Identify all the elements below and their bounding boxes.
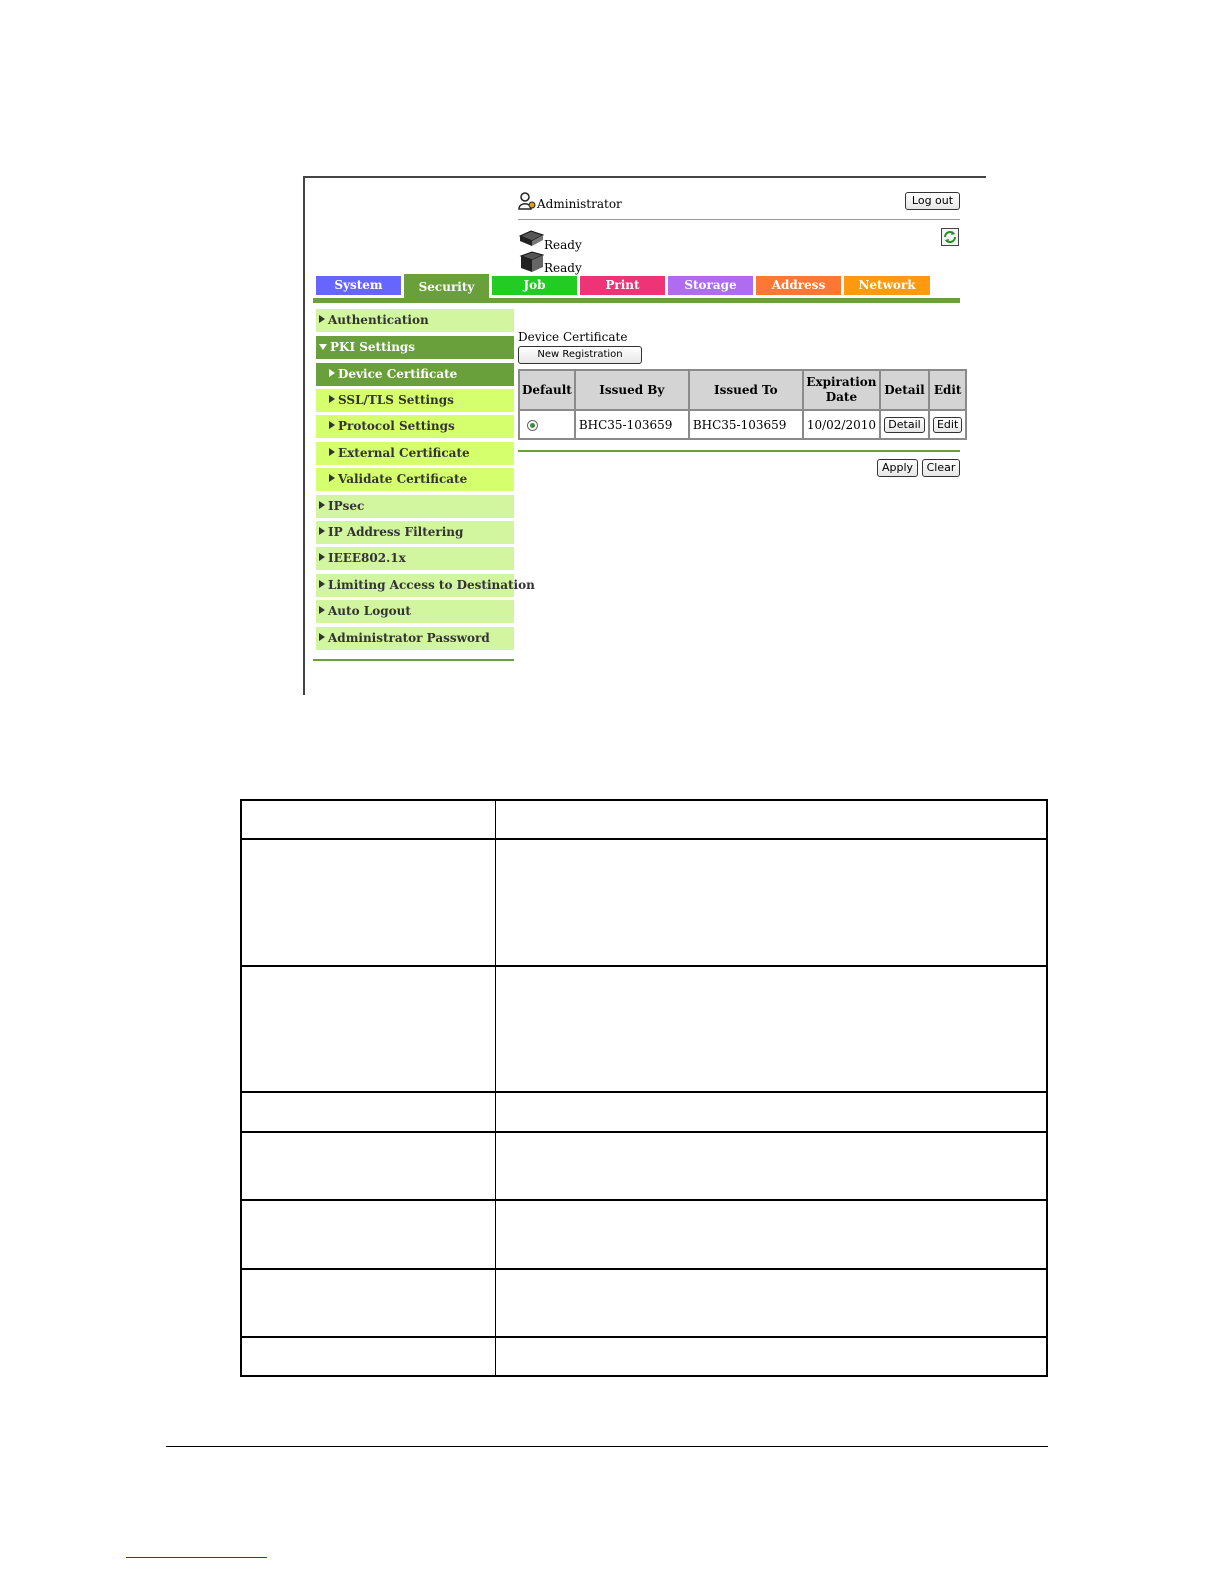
table-row-divider xyxy=(242,1336,1046,1338)
sidebar-item-ieee8021x[interactable] xyxy=(316,547,514,570)
user-label: Administrator xyxy=(537,197,622,211)
table-row-divider xyxy=(242,965,1046,967)
scanner-status-label: Ready xyxy=(544,261,582,275)
clear-button[interactable]: Clear xyxy=(922,459,960,477)
sidebar-item-protocol-settings[interactable] xyxy=(316,415,514,438)
sidebar-item-device-certificate[interactable] xyxy=(316,363,514,386)
sidebar-item-label: Authentication xyxy=(328,313,429,327)
tab-print[interactable]: Print xyxy=(580,276,665,295)
frame-top-border xyxy=(303,176,986,178)
arrow-right-icon xyxy=(329,395,335,403)
column-header-detail: Detail xyxy=(880,370,929,410)
tab-system[interactable]: System xyxy=(316,276,401,295)
sidebar-item-ipsec[interactable] xyxy=(316,495,514,518)
sidebar-item-administrator-password[interactable] xyxy=(316,627,514,650)
tab-address[interactable]: Address xyxy=(756,276,841,295)
tab-security[interactable]: Security xyxy=(404,274,489,298)
sidebar-item-external-certificate[interactable] xyxy=(316,442,514,465)
column-header-default: Default xyxy=(519,370,575,410)
frame-left-border xyxy=(303,176,305,695)
sidebar-bottom-rule xyxy=(313,659,514,661)
web-ui-screenshot xyxy=(303,176,986,695)
content-divider xyxy=(518,450,960,452)
sidebar-item-auto-logout[interactable] xyxy=(316,600,514,623)
table-column-divider xyxy=(495,801,496,1375)
detail-cell xyxy=(880,410,929,439)
arrow-down-icon xyxy=(319,344,327,350)
sidebar-item-authentication[interactable] xyxy=(316,309,514,332)
arrow-right-icon xyxy=(329,448,335,456)
tab-underline-bar xyxy=(313,298,960,303)
table-row xyxy=(519,410,966,439)
arrow-right-icon xyxy=(319,580,325,588)
sidebar-item-label: Limiting Access to Destination xyxy=(328,578,535,592)
sidebar-item-limiting-access[interactable] xyxy=(316,574,535,597)
sidebar-item-label: PKI Settings xyxy=(330,340,416,354)
sidebar-item-validate-certificate[interactable] xyxy=(316,468,514,491)
table-row-divider xyxy=(242,838,1046,840)
table-row-divider xyxy=(242,1091,1046,1093)
apply-button[interactable]: Apply xyxy=(877,459,918,477)
edit-cell xyxy=(929,410,966,439)
logout-button[interactable]: Log out xyxy=(905,192,960,210)
sidebar-item-label: Protocol Settings xyxy=(338,419,455,433)
table-header-row xyxy=(519,370,966,410)
edit-button[interactable]: Edit xyxy=(933,417,962,433)
sidebar-item-label: Administrator Password xyxy=(328,631,490,645)
detail-button[interactable]: Detail xyxy=(884,417,924,433)
sidebar-item-label: IEEE802.1x xyxy=(328,551,406,565)
footer-link-underline[interactable] xyxy=(126,1557,267,1558)
default-cell xyxy=(519,410,575,439)
sidebar-item-ip-address-filtering[interactable] xyxy=(316,521,514,544)
sidebar-item-label: IPsec xyxy=(328,499,365,513)
column-header-issued-to: Issued To xyxy=(689,370,803,410)
table-row-divider xyxy=(242,1268,1046,1270)
arrow-right-icon xyxy=(319,315,325,323)
sidebar-item-label: Device Certificate xyxy=(338,367,458,381)
sidebar-item-pki-settings[interactable] xyxy=(316,336,514,359)
page-title: Device Certificate xyxy=(518,330,628,344)
top-tab-bar xyxy=(316,274,960,298)
sidebar-item-ssl-tls-settings[interactable] xyxy=(316,389,514,412)
arrow-right-icon xyxy=(329,474,335,482)
scanner-status xyxy=(518,251,638,273)
sidebar-item-label: IP Address Filtering xyxy=(328,525,464,539)
footer-rule xyxy=(166,1446,1048,1447)
arrow-right-icon xyxy=(319,606,325,614)
table-row-divider xyxy=(242,1199,1046,1201)
arrow-right-icon xyxy=(319,527,325,535)
table-row-divider xyxy=(242,1131,1046,1133)
expiration-cell: 10/02/2010 xyxy=(803,410,880,439)
sidebar-item-label: SSL/TLS Settings xyxy=(338,393,454,407)
admin-header xyxy=(518,192,960,220)
new-registration-button[interactable]: New Registration xyxy=(518,346,642,364)
description-table xyxy=(240,799,1048,1377)
tab-storage[interactable]: Storage xyxy=(668,276,753,295)
issued-by-cell: BHC35-103659 xyxy=(575,410,689,439)
arrow-right-icon xyxy=(329,369,335,377)
default-radio[interactable] xyxy=(527,420,538,431)
printer-icon xyxy=(518,228,544,248)
column-header-expiration-date: Expiration Date xyxy=(803,370,880,410)
scanner-icon xyxy=(518,251,544,273)
arrow-right-icon xyxy=(319,633,325,641)
arrow-right-icon xyxy=(329,421,335,429)
printer-status xyxy=(518,228,638,250)
column-header-issued-by: Issued By xyxy=(575,370,689,410)
sidebar-item-label: Validate Certificate xyxy=(338,472,468,486)
refresh-icon[interactable] xyxy=(941,228,959,246)
printer-status-label: Ready xyxy=(544,238,582,252)
arrow-right-icon xyxy=(319,501,325,509)
column-header-edit: Edit xyxy=(929,370,966,410)
tab-network[interactable]: Network xyxy=(844,276,930,295)
issued-to-cell: BHC35-103659 xyxy=(689,410,803,439)
arrow-right-icon xyxy=(319,553,325,561)
sidebar-item-label: External Certificate xyxy=(338,446,470,460)
header-divider xyxy=(518,219,960,220)
tab-job[interactable]: Job xyxy=(492,276,577,295)
sidebar-item-label: Auto Logout xyxy=(328,604,411,618)
certificate-table xyxy=(518,369,967,440)
user-icon xyxy=(518,192,536,210)
